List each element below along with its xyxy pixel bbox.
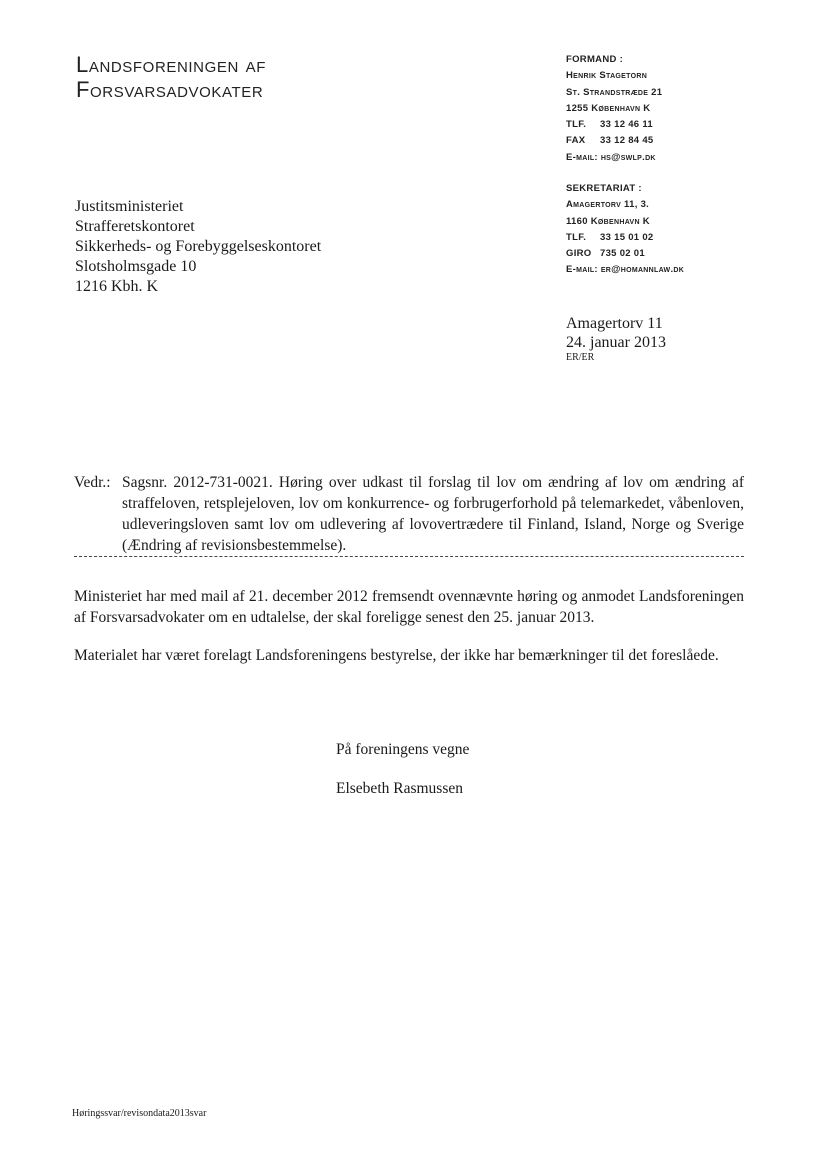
chairman-fax-label: FAX [566, 135, 586, 147]
secretariat-giro-label: GIRO [566, 248, 592, 260]
secretariat-city: 1160 København K [566, 215, 650, 227]
secretariat-giro-row [566, 246, 684, 262]
body-paragraph-1: Ministeriet har med mail af 21. december 2012 fremsendt ovennævnte høring og anmodet Landsforeningen af Forsvarsadvokater om en udtalelse, der skal foreligge senest den 25. januar 2013. [74, 588, 744, 626]
chairman-phone-row [566, 117, 662, 133]
secretariat-giro: 735 02 01 [600, 248, 645, 260]
subject-text: Sagsnr. 2012-731-0021. Høring over udkast til forslag til lov om ændring af lov om ændring af straffeloven, retsplejeloven, lov om konkurrence- og forbrugerforhold på telemarkedet, våbenloven, udleveringsloven samt lov om udlevering af lovovertrædere til Finland, Island, Norge og Sverige (Ændring af revisionsbestemmelse). [122, 474, 744, 554]
recipient-line-5: 1216 Kbh. K [75, 278, 159, 295]
recipient-line-1: Justitsministeriet [75, 198, 184, 215]
chairman-fax-row [566, 133, 662, 149]
recipient-line-2: Strafferetskontoret [75, 218, 195, 235]
secretariat-contact-block [566, 181, 684, 279]
footer-filename: Høringssvar/revisondata2013svar [72, 1108, 207, 1119]
subject-block [74, 472, 744, 556]
chairman-name: Henrik Stagetorn [566, 70, 648, 82]
secretariat-email-label: E-mail: [566, 264, 598, 276]
secretariat-phone-label: TLF. [566, 231, 587, 243]
letter-date: 24. januar 2013 [566, 334, 666, 351]
dashed-divider [74, 548, 744, 557]
chairman-fax: 33 12 84 45 [600, 135, 654, 147]
subject-label: Vedr.: [74, 474, 111, 491]
secretariat-street: Amagertorv 11, 3. [566, 199, 650, 211]
chairman-street: St. Strandstræde 21 [566, 86, 663, 98]
secretariat-phone: 33 15 01 02 [600, 231, 654, 243]
organisation-name-line2: Forsvarsadvokater [76, 77, 264, 102]
letter-reference: ER/ER [566, 352, 595, 363]
date-block [566, 314, 666, 364]
organisation-name [76, 52, 266, 102]
secretariat-heading: SEKRETARIAT : [566, 183, 642, 194]
chairman-city: 1255 København K [566, 102, 651, 114]
chairman-email-row [566, 150, 662, 166]
secretariat-email: er@homannlaw.dk [600, 264, 685, 276]
chairman-phone: 33 12 46 11 [600, 119, 653, 131]
chairman-email-label: E-mail: [566, 151, 598, 163]
secretariat-email-row [566, 262, 684, 278]
signature-name: Elsebeth Rasmussen [336, 780, 463, 797]
chairman-phone-label: TLF. [566, 119, 587, 131]
chairman-heading: FORMAND : [566, 54, 624, 65]
letter-place: Amagertorv 11 [566, 315, 663, 332]
chairman-contact-block [566, 52, 662, 166]
signature-closing: På foreningens vegne [336, 741, 470, 758]
recipient-line-4: Slotsholmsgade 10 [75, 258, 197, 275]
recipient-address [75, 197, 321, 297]
organisation-name-line1: Landsforeningen af [76, 52, 266, 77]
body-paragraph-2: Materialet har været forelagt Landsforeningens bestyrelse, der ikke har bemærkninger til det foreslåede. [74, 647, 719, 664]
recipient-line-3: Sikkerheds- og Forebyggelseskontoret [75, 238, 322, 255]
chairman-email: hs@swlp.dk [600, 151, 656, 163]
secretariat-phone-row [566, 230, 684, 246]
